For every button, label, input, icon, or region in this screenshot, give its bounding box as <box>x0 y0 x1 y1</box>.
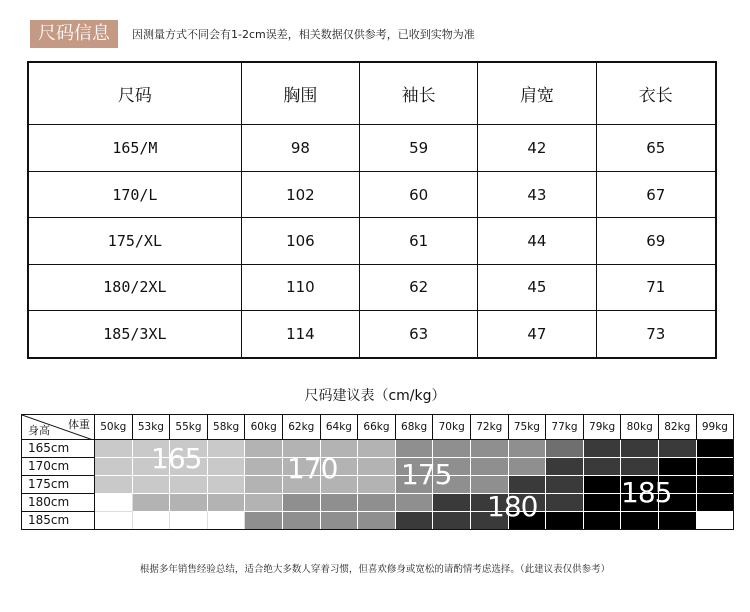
shade-cell <box>95 512 133 530</box>
shade-cell <box>396 512 434 530</box>
shade-cell <box>170 512 208 530</box>
table-cell: 110 <box>241 264 359 310</box>
weight-header: 68kg <box>396 414 434 440</box>
table-cell: 71 <box>596 264 716 310</box>
shade-cell <box>245 512 283 530</box>
table-cell: 180/2XL <box>28 264 241 310</box>
weight-header: 80kg <box>621 414 659 440</box>
table-row <box>28 125 716 171</box>
shade-cell <box>396 440 434 458</box>
shade-cell <box>95 440 133 458</box>
table-row <box>28 218 716 264</box>
table-cell: 45 <box>478 264 596 310</box>
header <box>30 20 475 48</box>
table-cell: 175/XL <box>28 218 241 264</box>
weight-header: 75kg <box>509 414 547 440</box>
section-badge: 尺码信息 <box>30 20 118 48</box>
shade-cell <box>358 458 396 476</box>
shade-cell <box>546 440 584 458</box>
shade-cell <box>95 476 133 494</box>
shade-cell <box>245 440 283 458</box>
weight-header: 60kg <box>245 414 283 440</box>
column-header: 胸围 <box>241 62 359 125</box>
shade-cell <box>245 476 283 494</box>
shade-cell <box>659 440 697 458</box>
shade-cell <box>321 512 359 530</box>
shade-cell <box>133 512 171 530</box>
table-cell: 170/L <box>28 171 241 217</box>
table-cell: 73 <box>596 310 716 358</box>
table-row <box>28 171 716 217</box>
shade-cell <box>170 494 208 512</box>
shade-cell <box>95 494 133 512</box>
weight-header: 72kg <box>471 414 509 440</box>
weight-header: 77kg <box>546 414 584 440</box>
height-row-label: 170cm <box>21 458 95 476</box>
size-zone-label: 170 <box>287 452 338 485</box>
height-row-label: 175cm <box>21 476 95 494</box>
size-zone-label: 165 <box>151 442 202 475</box>
shade-cell <box>433 512 471 530</box>
shade-cell <box>584 512 622 530</box>
weight-header: 50kg <box>95 414 133 440</box>
size-zone-label: 175 <box>401 458 452 491</box>
shade-cell <box>697 494 735 512</box>
shade-cell <box>283 494 321 512</box>
weight-header: 70kg <box>433 414 471 440</box>
table-cell: 106 <box>241 218 359 264</box>
shade-cell <box>509 458 547 476</box>
shade-cell <box>659 458 697 476</box>
weight-header: 82kg <box>659 414 697 440</box>
shade-cell <box>621 458 659 476</box>
shade-cell <box>358 440 396 458</box>
size-chart-table <box>27 61 717 359</box>
grid-corner-header <box>21 414 95 440</box>
shade-cell <box>584 440 622 458</box>
table-cell: 114 <box>241 310 359 358</box>
shade-cell <box>245 458 283 476</box>
weight-header: 79kg <box>584 414 622 440</box>
shade-cell <box>358 476 396 494</box>
shade-cell <box>659 512 697 530</box>
recommendation-title: 尺码建议表（cm/kg） <box>304 388 446 404</box>
shade-cell <box>621 440 659 458</box>
shade-cell <box>170 476 208 494</box>
shade-cell <box>433 440 471 458</box>
shade-cell <box>245 494 283 512</box>
shade-cell <box>283 512 321 530</box>
shade-cell <box>584 458 622 476</box>
table-cell: 42 <box>478 125 596 171</box>
weight-axis-label: 体重 <box>68 418 90 431</box>
table-cell: 43 <box>478 171 596 217</box>
weight-header: 55kg <box>170 414 208 440</box>
weight-header: 62kg <box>283 414 321 440</box>
shade-cell <box>133 494 171 512</box>
height-row-label: 185cm <box>21 512 95 530</box>
table-cell: 98 <box>241 125 359 171</box>
table-cell: 62 <box>360 264 478 310</box>
table-row <box>28 264 716 310</box>
column-header: 衣长 <box>596 62 716 125</box>
shade-cell <box>208 440 246 458</box>
table-cell: 185/3XL <box>28 310 241 358</box>
shade-cell <box>697 512 735 530</box>
footer-note: 根据多年销售经验总结，适合绝大多数人穿着习惯，但喜欢修身或宽松的请酌情考虑选择。（此建议表仅供参考） <box>139 564 611 575</box>
weight-header: 58kg <box>208 414 246 440</box>
shade-cell <box>471 458 509 476</box>
shade-cell <box>321 494 359 512</box>
shade-cell <box>546 512 584 530</box>
shade-cell <box>208 512 246 530</box>
column-header: 袖长 <box>360 62 478 125</box>
shade-cell <box>471 440 509 458</box>
height-row-label: 180cm <box>21 494 95 512</box>
shade-cell <box>396 494 434 512</box>
size-zone-label: 180 <box>487 490 538 523</box>
table-cell: 69 <box>596 218 716 264</box>
column-header: 尺码 <box>28 62 241 125</box>
table-header-row <box>28 62 716 125</box>
shade-cell <box>546 476 584 494</box>
weight-header: 99kg <box>697 414 735 440</box>
shade-cell <box>208 494 246 512</box>
weight-header: 64kg <box>321 414 359 440</box>
shade-cell <box>621 512 659 530</box>
weight-header: 53kg <box>133 414 171 440</box>
measurement-note: 因测量方式不同会有1-2cm误差，相关数据仅供参考，已收到实物为准 <box>132 28 475 41</box>
table-cell: 65 <box>596 125 716 171</box>
height-axis-label: 身高 <box>28 424 50 437</box>
column-header: 肩宽 <box>478 62 596 125</box>
table-cell: 59 <box>360 125 478 171</box>
height-row-label: 165cm <box>21 440 95 458</box>
shade-cell <box>697 458 735 476</box>
table-cell: 165/M <box>28 125 241 171</box>
table-cell: 60 <box>360 171 478 217</box>
table-cell: 47 <box>478 310 596 358</box>
shade-cell <box>358 512 396 530</box>
table-cell: 102 <box>241 171 359 217</box>
shade-cell <box>697 440 735 458</box>
table-row <box>28 310 716 358</box>
table-cell: 44 <box>478 218 596 264</box>
shade-cell <box>697 476 735 494</box>
shade-cell <box>208 476 246 494</box>
shade-cell <box>509 440 547 458</box>
shade-cell <box>584 494 622 512</box>
table-cell: 63 <box>360 310 478 358</box>
shade-cell <box>546 494 584 512</box>
table-cell: 61 <box>360 218 478 264</box>
shade-cell <box>546 458 584 476</box>
shade-cell <box>95 458 133 476</box>
shade-cell <box>208 458 246 476</box>
shade-cell <box>584 476 622 494</box>
shade-cell <box>358 494 396 512</box>
shade-cell <box>433 494 471 512</box>
shade-cell <box>133 476 171 494</box>
weight-header: 66kg <box>358 414 396 440</box>
size-zone-label: 185 <box>621 476 672 509</box>
table-cell: 67 <box>596 171 716 217</box>
